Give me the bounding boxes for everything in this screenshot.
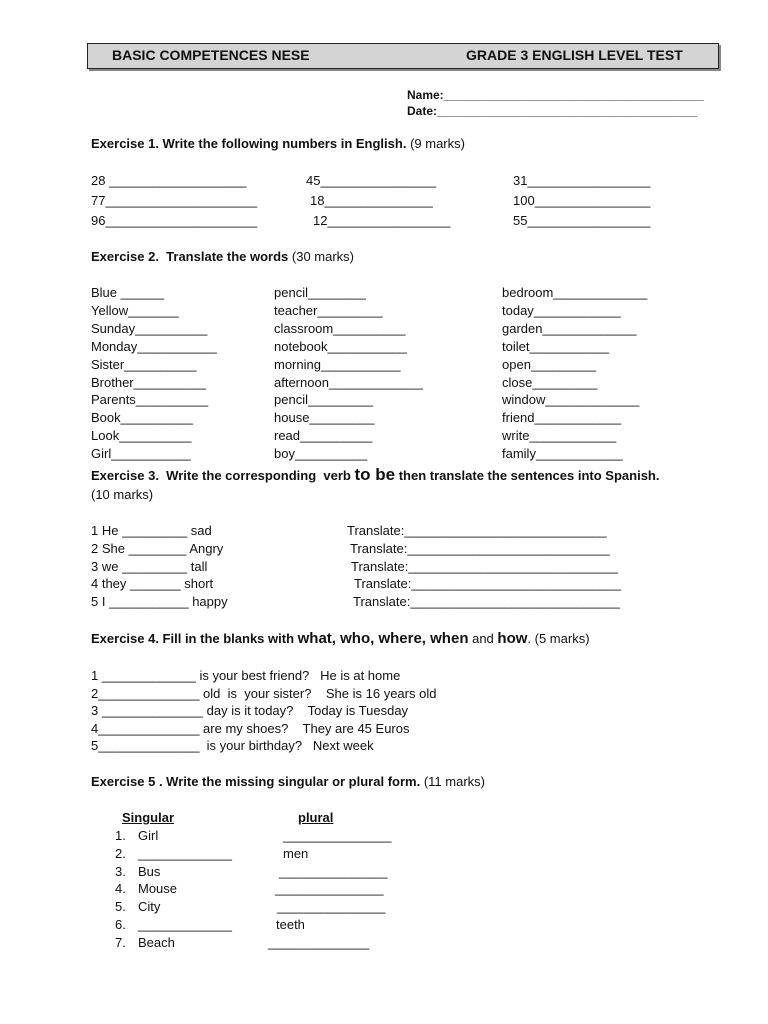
number-blank[interactable]: 12_________________ bbox=[313, 213, 451, 228]
exercise-2-title: Exercise 2. Translate the words (30 marks) bbox=[91, 249, 355, 264]
word-blank[interactable]: bedroom_____________ bbox=[502, 285, 648, 300]
word-blank[interactable]: Sunday__________ bbox=[91, 320, 208, 336]
singular-item[interactable]: City bbox=[138, 899, 161, 915]
question-blank[interactable]: 5______________ is your birthday? Next week bbox=[91, 738, 374, 754]
name-field[interactable]: Name:_______________________________________ bbox=[407, 88, 704, 102]
singular-item[interactable]: Beach bbox=[138, 934, 175, 950]
word-blank[interactable]: Book__________ bbox=[91, 410, 193, 426]
number-blank[interactable]: 31_________________ bbox=[513, 173, 651, 188]
translation-blank[interactable]: Translate:_____________________________ bbox=[351, 558, 618, 574]
number-blank[interactable]: 18_______________ bbox=[310, 193, 433, 208]
exercise-3-marks: (10 marks) bbox=[91, 487, 154, 502]
list-number: 5. bbox=[115, 899, 126, 915]
word-blank[interactable]: garden_____________ bbox=[502, 320, 637, 336]
plural-item[interactable]: ______________ bbox=[268, 934, 370, 950]
translation-blank[interactable]: Translate:_____________________________ bbox=[354, 576, 621, 592]
word-blank[interactable]: notebook___________ bbox=[274, 338, 408, 354]
word-blank[interactable]: boy__________ bbox=[274, 446, 368, 462]
plural-heading: plural bbox=[298, 810, 334, 825]
word-blank[interactable]: toilet___________ bbox=[502, 338, 609, 354]
word-blank[interactable]: Blue ______ bbox=[91, 285, 165, 300]
word-blank[interactable]: Girl___________ bbox=[91, 446, 191, 462]
question-blank[interactable]: 4______________ are my shoes? They are 45 Euros bbox=[91, 720, 410, 736]
word-blank[interactable]: Brother__________ bbox=[91, 374, 206, 390]
translation-blank[interactable]: Translate:_____________________________ bbox=[353, 594, 620, 610]
singular-item[interactable]: _____________ bbox=[138, 917, 232, 932]
plural-item[interactable]: _______________ bbox=[279, 863, 388, 879]
word-blank[interactable]: Look__________ bbox=[91, 428, 192, 444]
singular-item[interactable]: Bus bbox=[138, 863, 161, 879]
exercise-5-title: Exercise 5 . Write the missing singular or plural form. (11 marks) bbox=[91, 774, 485, 789]
word-blank[interactable]: Parents__________ bbox=[91, 392, 209, 408]
sentence-blank[interactable]: 1 He _________ sad bbox=[91, 523, 212, 538]
number-blank[interactable]: 77_____________________ bbox=[91, 193, 258, 208]
word-blank[interactable]: house_________ bbox=[274, 410, 375, 426]
plural-item[interactable]: _______________ bbox=[283, 828, 392, 843]
word-blank[interactable]: open_________ bbox=[502, 356, 596, 372]
word-blank[interactable]: pencil_________ bbox=[274, 392, 374, 408]
sentence-blank[interactable]: 4 they _______ short bbox=[91, 576, 214, 592]
number-blank[interactable]: 28 ___________________ bbox=[91, 173, 247, 188]
number-blank[interactable]: 96_____________________ bbox=[91, 213, 258, 228]
word-blank[interactable]: teacher_________ bbox=[274, 302, 383, 318]
singular-item[interactable]: Girl bbox=[138, 828, 159, 843]
sentence-blank[interactable]: 5 I ___________ happy bbox=[91, 594, 228, 610]
sentence-blank[interactable]: 2 She ________ Angry bbox=[91, 540, 224, 556]
word-blank[interactable]: pencil________ bbox=[274, 285, 366, 300]
question-blank[interactable]: 3 ______________ day is it today? Today is Tuesday bbox=[91, 703, 409, 719]
word-blank[interactable]: write____________ bbox=[502, 428, 617, 444]
exercise-4-title: Exercise 4. Fill in the blanks with what, who, where, when and how. (5 marks) bbox=[91, 630, 590, 647]
word-blank[interactable]: classroom__________ bbox=[274, 320, 406, 336]
translation-blank[interactable]: Translate:____________________________ bbox=[350, 540, 610, 556]
question-blank[interactable]: 2______________ old is your sister? She is 16 years old bbox=[91, 685, 437, 701]
singular-heading: Singular bbox=[122, 810, 175, 825]
word-blank[interactable]: today____________ bbox=[502, 302, 621, 318]
plural-item[interactable]: _______________ bbox=[275, 881, 384, 897]
number-blank[interactable]: 100________________ bbox=[513, 193, 651, 208]
plural-item[interactable]: _______________ bbox=[277, 899, 386, 915]
plural-item[interactable]: men bbox=[283, 845, 309, 861]
number-blank[interactable]: 45________________ bbox=[306, 173, 437, 188]
list-number: 4. bbox=[115, 881, 126, 897]
header-school: BASIC COMPETENCES NESE bbox=[112, 47, 310, 63]
word-blank[interactable]: Yellow_______ bbox=[91, 302, 179, 318]
list-number: 3. bbox=[115, 863, 126, 879]
word-blank[interactable]: Monday___________ bbox=[91, 338, 217, 354]
list-number: 1. bbox=[115, 828, 126, 843]
number-blank[interactable]: 55_________________ bbox=[513, 213, 651, 228]
singular-item[interactable]: _____________ bbox=[138, 845, 232, 861]
word-blank[interactable]: friend____________ bbox=[502, 410, 622, 426]
sentence-blank[interactable]: 3 we _________ tall bbox=[91, 558, 208, 574]
header-test-title: GRADE 3 ENGLISH LEVEL TEST bbox=[466, 47, 683, 63]
singular-item[interactable]: Mouse bbox=[138, 881, 178, 897]
word-blank[interactable]: read__________ bbox=[274, 428, 373, 444]
word-blank[interactable]: window_____________ bbox=[502, 392, 640, 408]
translation-blank[interactable]: Translate:____________________________ bbox=[347, 523, 607, 538]
word-blank[interactable]: close_________ bbox=[502, 374, 598, 390]
exercise-3-title: Exercise 3. Write the corresponding verb to be then translate the sentences into Spanish. bbox=[91, 465, 660, 484]
date-field[interactable]: Date:_______________________________________ bbox=[407, 104, 698, 118]
plural-item[interactable]: teeth bbox=[276, 917, 305, 932]
word-blank[interactable]: Sister__________ bbox=[91, 356, 197, 372]
list-number: 2. bbox=[115, 845, 126, 861]
word-blank[interactable]: afternoon_____________ bbox=[274, 374, 423, 390]
word-blank[interactable]: family____________ bbox=[502, 446, 623, 462]
word-blank[interactable]: morning___________ bbox=[274, 356, 401, 372]
exercise-1-title: Exercise 1. Write the following numbers in English. (9 marks) bbox=[91, 136, 465, 151]
list-number: 7. bbox=[115, 934, 126, 950]
list-number: 6. bbox=[115, 917, 126, 932]
question-blank[interactable]: 1 _____________ is your best friend? He is at home bbox=[91, 668, 401, 683]
